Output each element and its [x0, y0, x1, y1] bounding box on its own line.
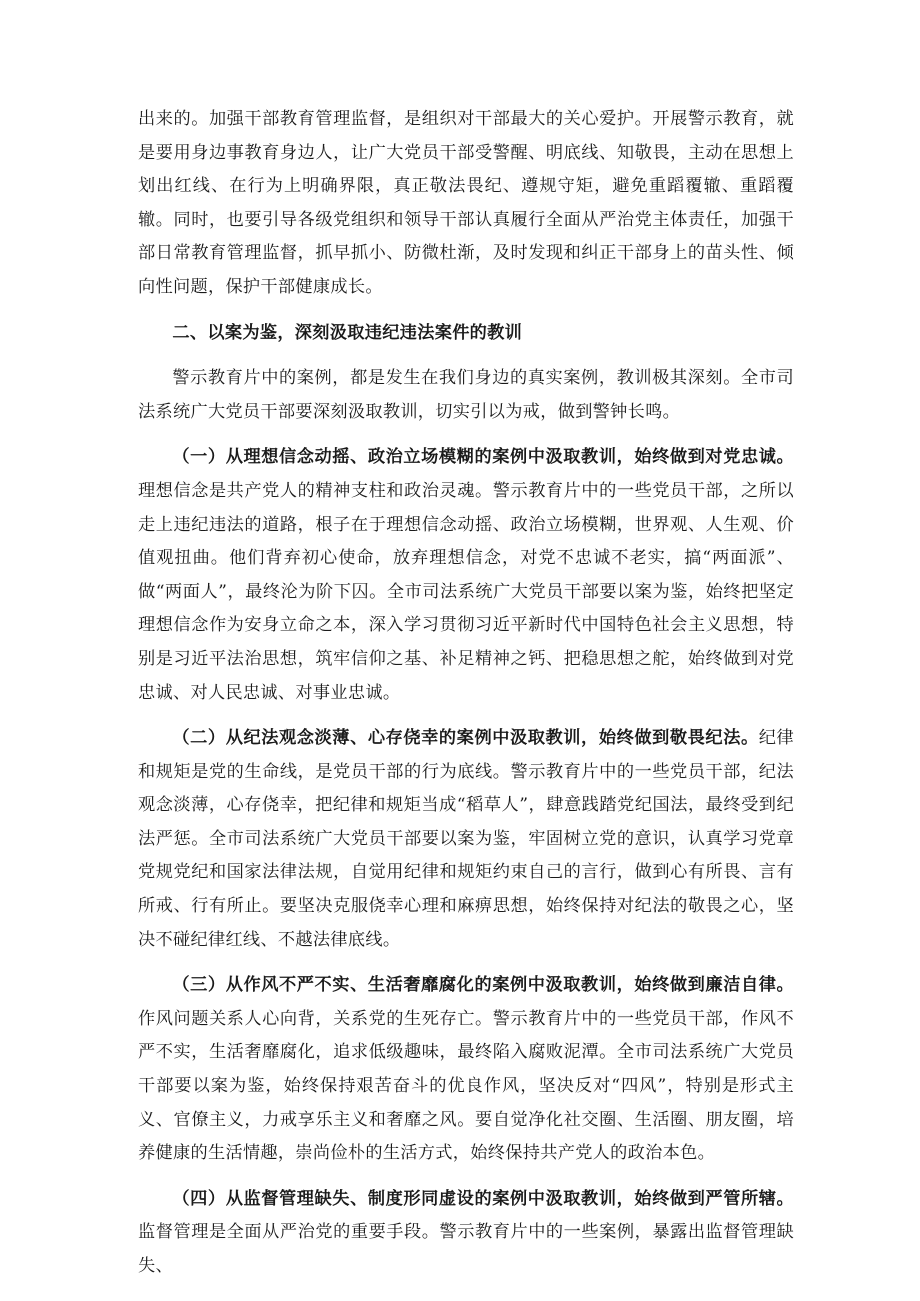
subsection-2-lead: （二）从纪法观念淡薄、心存侥幸的案例中汲取教训，始终做到敬畏纪法。	[172, 728, 759, 749]
paragraph-section-intro: 警示教育片中的案例，都是发生在我们身边的真实案例，教训极其深刻。全市司法系统广大党员干部要深刻汲取教训，切实引以为戒，做到警钟长鸣。	[138, 368, 794, 422]
paragraph-intro-continuation: 出来的。加强干部教育管理监督，是组织对干部最大的关心爱护。开展警示教育，就是要用身边事教育身边人，让广大党员干部受警醒、明底线、知敬畏，主动在思想上划出红线、在行为上明确界限，真正敬法畏纪、遵规守矩，避免重蹈覆辙、重蹈覆辙。同时，也要引导各级党组织和领导干部认真履行全面从严治党主体责任，加强干部日常教育管理监督，抓早抓小、防微杜渐，及时发现和纠正干部身上的苗头性、倾向性问题，保护干部健康成长。	[138, 109, 794, 297]
subsection-4-body: 监督管理是全面从严治党的重要手段。警示教育片中的一些案例，暴露出监督管理缺失、	[138, 1222, 794, 1276]
section-heading-two: 二、以案为鉴，深刻汲取违纪违法案件的教训	[172, 322, 523, 343]
subsection-4-lead: （四）从监督管理缺失、制度形同虚设的案例中汲取教训，始终做到严管所辖。	[172, 1188, 794, 1209]
paragraph-subsection-3	[138, 969, 794, 1171]
subsection-3-lead: （三）从作风不严不实、生活奢靡腐化的案例中汲取教训，始终做到廉洁自律。	[172, 975, 794, 996]
document-page	[138, 103, 794, 1284]
subsection-2-body: 纪律和规矩是党的生命线，是党员干部的行为底线。警示教育片中的一些党员干部，纪法观念淡薄，心存侥幸，把纪律和规矩当成“稻草人”，肆意践踏党纪国法，最终受到纪法严惩。全市司法系统广大党员干部要以案为鉴，牢固树立党的意识，认真学习党章党规党纪和国家法律法规，自觉用纪律和规矩约束自己的言行，做到心有所畏、言有所戒、行有所止。要坚决克服侥幸心理和麻痹思想，始终保持对纪法的敬畏之心，坚决不碰纪律红线、不越法律底线。	[138, 728, 794, 950]
paragraph-subsection-2	[138, 722, 794, 957]
subsection-1-body: 理想信念是共产党人的精神支柱和政治灵魂。警示教育片中的一些党员干部，之所以走上违纪违法的道路，根子在于理想信念动摇、政治立场模糊，世界观、人生观、价值观扭曲。他们背弃初心使命，放弃理想信念，对党不忠诚不老实，搞“两面派”、做“两面人”，最终沦为阶下囚。全市司法系统广大党员干部要以案为鉴，始终把坚定理想信念作为安身立命之本，深入学习贯彻习近平新时代中国特色社会主义思想，特别是习近平法治思想，筑牢信仰之基、补足精神之钙、把稳思想之舵，始终做到对党忠诚、对人民忠诚、对事业忠诚。	[138, 480, 794, 703]
subsection-3-body: 作风问题关系人心向背，关系党的生死存亡。警示教育片中的一些党员干部，作风不严不实，生活奢靡腐化，追求低级趣味，最终陷入腐败泥潭。全市司法系统广大党员干部要以案为鉴，始终保持艰苦奋斗的优良作风，坚决反对“四风”，特别是形式主义、官僚主义，力戒享乐主义和奢靡之风。要自觉净化社交圈、生活圈、朋友圈，培养健康的生活情趣，崇尚俭朴的生活方式，始终保持共产党人的政治本色。	[138, 1008, 794, 1164]
subsection-1-lead: （一）从理想信念动摇、政治立场模糊的案例中汲取教训，始终做到对党忠诚。	[172, 447, 794, 468]
paragraph-subsection-4	[138, 1183, 794, 1284]
paragraph-subsection-1	[138, 441, 794, 710]
